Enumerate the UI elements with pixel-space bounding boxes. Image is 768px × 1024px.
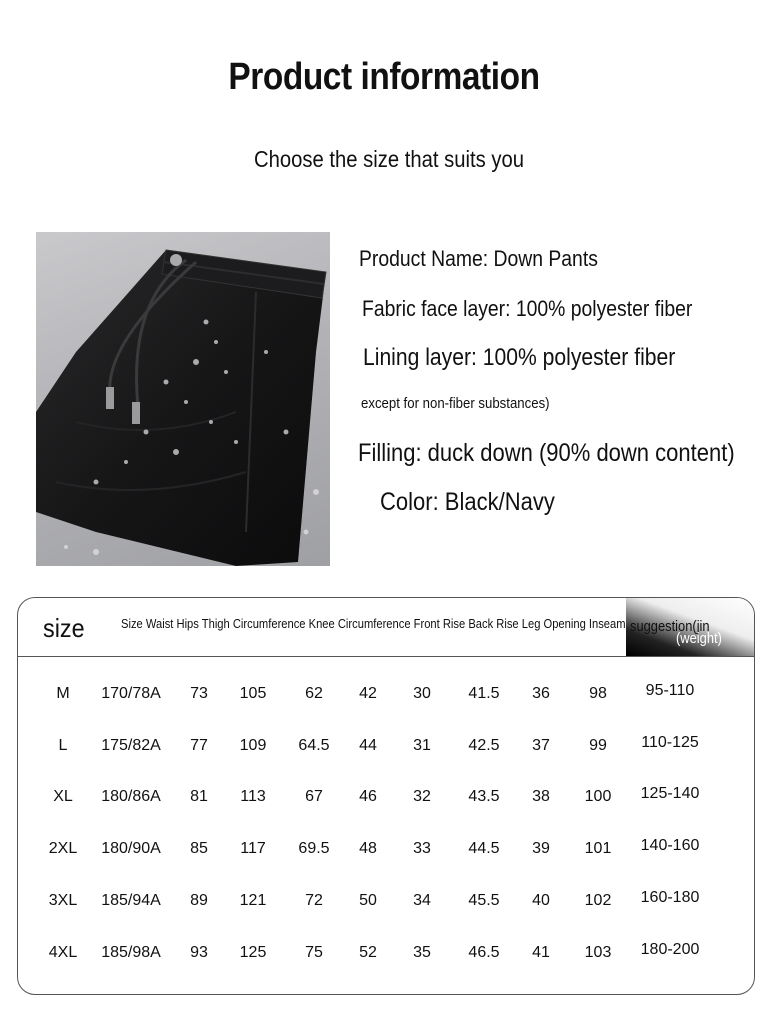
table-cell: 73 xyxy=(190,685,208,702)
table-cell: 69.5 xyxy=(298,840,330,857)
table-cell: 31 xyxy=(413,737,431,754)
table-cell: 41.5 xyxy=(468,685,500,702)
table-cell: 35 xyxy=(413,944,431,961)
table-cell: 101 xyxy=(584,840,612,857)
table-cell: 38 xyxy=(532,788,550,805)
spec-product-name: Product Name: Down Pants xyxy=(359,246,598,271)
table-cell: 113 xyxy=(240,788,266,805)
product-photo xyxy=(36,232,330,566)
spec-note: except for non-fiber substances) xyxy=(361,395,550,412)
table-cell: 32 xyxy=(413,788,431,805)
table-cell: 34 xyxy=(413,892,431,909)
table-cell: 180/90A xyxy=(101,840,161,857)
table-cell: 103 xyxy=(584,944,612,961)
table-cell: 48 xyxy=(359,840,377,857)
table-cell: 43.5 xyxy=(468,788,500,805)
table-cell: 41 xyxy=(532,944,550,961)
table-cell: 125-140 xyxy=(640,785,700,802)
table-cell: 140-160 xyxy=(640,837,700,854)
spec-filling: Filling: duck down (90% down content) xyxy=(358,439,735,467)
page-title: Product information xyxy=(228,56,540,98)
table-row xyxy=(18,837,754,870)
table-cell: 52 xyxy=(359,944,377,961)
table-cell: 100 xyxy=(584,788,612,805)
table-cell: 185/94A xyxy=(101,892,161,909)
table-cell: 40 xyxy=(532,892,550,909)
table-cell: 3XL xyxy=(48,892,78,909)
table-cell: 185/98A xyxy=(101,944,161,961)
table-cell: 109 xyxy=(239,737,267,754)
table-cell: 4XL xyxy=(48,944,78,961)
table-cell: 160-180 xyxy=(640,889,700,906)
spec-fabric-face: Fabric face layer: 100% polyester fiber xyxy=(362,296,693,321)
table-row xyxy=(18,734,754,767)
table-row xyxy=(18,785,754,818)
table-cell: 75 xyxy=(305,944,323,961)
table-cell: 125 xyxy=(239,944,267,961)
size-table xyxy=(17,597,755,995)
table-cell: 64.5 xyxy=(298,737,330,754)
table-cell: 67 xyxy=(305,788,323,805)
table-cell: 39 xyxy=(532,840,550,857)
table-cell: 44.5 xyxy=(468,840,500,857)
table-cell: 81 xyxy=(190,788,208,805)
table-cell: L xyxy=(58,737,68,754)
table-cell: M xyxy=(56,685,70,702)
table-cell: 30 xyxy=(413,685,431,702)
table-cell: 42 xyxy=(359,685,377,702)
table-row xyxy=(18,889,754,922)
table-cell: 98 xyxy=(589,685,607,702)
table-cell: 77 xyxy=(190,737,208,754)
spec-color: Color: Black/Navy xyxy=(380,488,555,516)
table-cell: 170/78A xyxy=(101,685,161,702)
table-cell: XL xyxy=(53,788,73,805)
size-table-header xyxy=(18,598,754,657)
weight-header: (weight) xyxy=(676,630,722,647)
table-cell: 121 xyxy=(239,892,267,909)
table-cell: 99 xyxy=(589,737,607,754)
table-cell: 62 xyxy=(305,685,323,702)
spec-lining: Lining layer: 100% polyester fiber xyxy=(363,344,676,371)
table-cell: 175/82A xyxy=(101,737,161,754)
table-cell: 72 xyxy=(305,892,323,909)
size-header: size xyxy=(43,613,85,643)
table-cell: 42.5 xyxy=(468,737,500,754)
page-subtitle: Choose the size that suits you xyxy=(253,146,525,172)
table-cell: 46 xyxy=(359,788,377,805)
table-cell: 33 xyxy=(413,840,431,857)
table-cell: 105 xyxy=(239,685,267,702)
table-cell: 44 xyxy=(359,737,377,754)
table-cell: 85 xyxy=(190,840,208,857)
table-cell: 89 xyxy=(190,892,208,909)
table-row xyxy=(18,941,754,974)
suggestion-header: suggestion(jin xyxy=(630,618,710,635)
table-cell: 45.5 xyxy=(468,892,500,909)
table-cell: 102 xyxy=(584,892,612,909)
table-cell: 180-200 xyxy=(640,941,700,958)
table-cell: 110-125 xyxy=(641,734,699,751)
table-cell: 180/86A xyxy=(101,788,161,805)
table-cell: 93 xyxy=(190,944,208,961)
table-cell: 117 xyxy=(240,840,266,857)
table-cell: 46.5 xyxy=(468,944,500,961)
table-cell: 2XL xyxy=(48,840,78,857)
table-cell: 37 xyxy=(532,737,550,754)
column-headers: Size Waist Hips Thigh Circumference Knee Circumference Front Rise Back Rise Leg Opening Inseam xyxy=(121,616,626,631)
table-cell: 95-110 xyxy=(645,682,695,699)
table-row xyxy=(18,682,754,715)
table-cell: 50 xyxy=(359,892,377,909)
table-cell: 36 xyxy=(532,685,550,702)
